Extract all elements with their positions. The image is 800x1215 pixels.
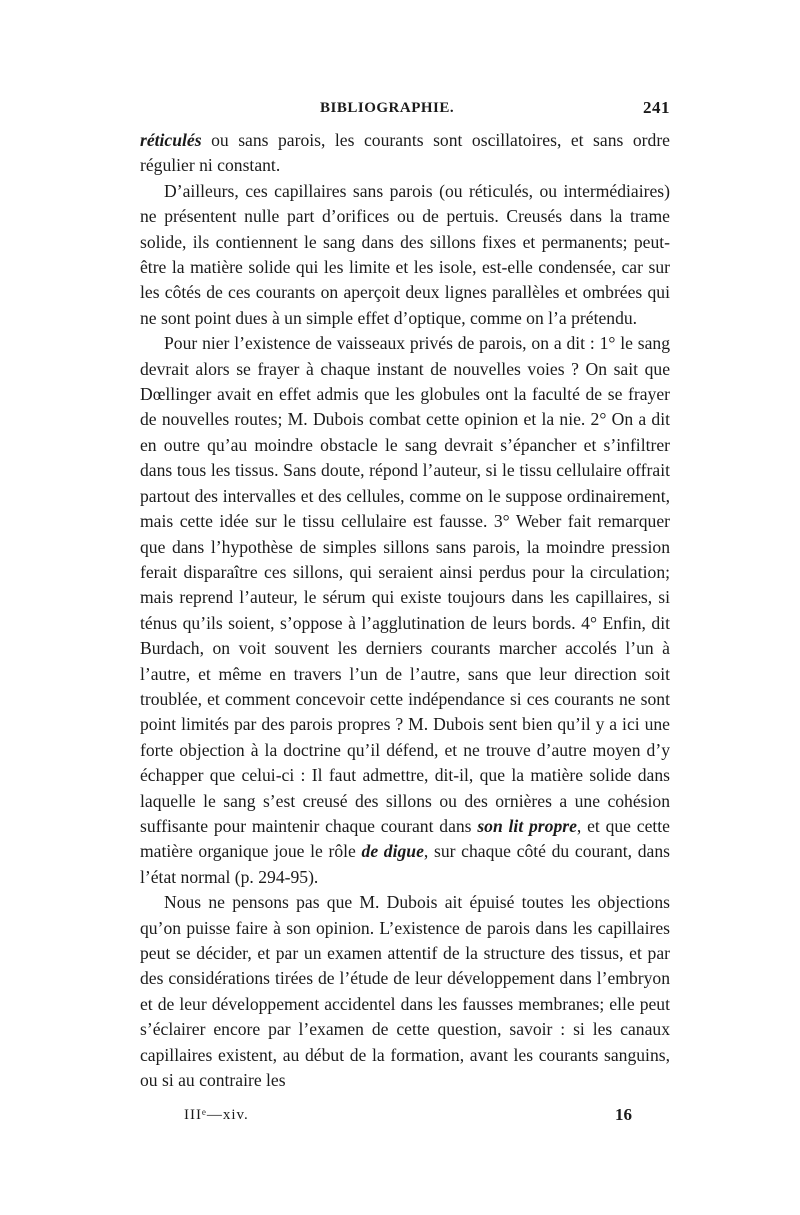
footer xyxy=(140,1099,670,1129)
running-title: BIBLIOGRAPHIE. xyxy=(320,100,455,116)
printer-signature: IIIᵉ—xiv. xyxy=(184,1107,249,1124)
paragraph-2 xyxy=(140,179,670,331)
paragraph-3 xyxy=(140,331,670,890)
paragraph-3-text-2: , et que cette matière organique joue le rôle xyxy=(140,815,670,862)
paragraph-2-text: D’ailleurs, ces capillaires sans parois (ou réticulés, ou intermédiaires) ne présentent nulle part d’orifices ou de pertuis. Creusés dans la trame solide, ils contiennent le sang dans des sillons fixes et permanents; peut-être la matière solide qui les limite et les isole, est-elle condensée, car sur les côtés de ces courants on aperçoit deux lignes parallèles et ombrées qui ne sont point dues à un simple effet d’optique, comme on l’a prétendu. xyxy=(140,180,670,328)
body-text xyxy=(140,128,670,1093)
paragraph-3-text: Pour nier l’existence de vaisseaux privés de parois, on a dit : 1° le sang devrait alors se frayer à chaque instant de nouvelles voies ? On sait que Dœllinger avait en effet admis que les globules ont la faculté de se frayer de nouvelles routes; M. Dubois combat cette opinion et la nie. 2° On a dit en outre qu’au moindre obstacle le sang devrait s’épancher et s’infiltrer dans tous les tissus. Sans doute, répond l’auteur, si le tissu cellulaire offrait partout des intervalles et des cellules, comme on le suppose ordinairement, mais cette idée sur le tissu cellulaire est fausse. 3° Weber fait remarquer que dans l’hypothèse de simples sillons sans parois, la moindre pression ferait disparaître ces sillons, qui seraient ainsi perdus pour la circulation; mais reprend l’auteur, le sérum qui existe toujours dans les capillaires, si ténus qu’ils soient, s’oppose à l’agglutination de leurs bords. 4° Enfin, dit Burdach, on voit souvent les derniers courants marcher accolés l’un à l’autre, et même en travers l’un de l’autre, sans que leur direction soit troublée, et comment concevoir cette indépendance si ces courants ne sont point limités par des parois propres ? M. Dubois sent bien qu’il y a ici une forte objection à la doctrine qu’il défend, et ne trouve d’autre moyen d’y échapper que celui-ci : Il faut admettre, dit-il, que la matière solide dans laquelle le sang s’est creusé des sillons ou des ornières a une cohésion suffisante pour maintenir chaque courant dans xyxy=(140,333,670,836)
book-page xyxy=(140,94,670,1129)
paragraph-4-text: Nous ne pensons pas que M. Dubois ait épuisé toutes les objections qu’on puisse faire à son opinion. L’existence de parois dans les capillaires peut se décider, et par un examen attentif de la structure des tissus, et par des considérations tirées de l’étude de leur développement dans l’embryon et de leur développement accidentel dans les fausses membranes; elle peut s’éclairer encore par l’examen de cette question, savoir : si les canaux capillaires existent, au début de la formation, avant les courants sanguins, ou si au contraire les xyxy=(140,892,670,1091)
page-number: 241 xyxy=(643,98,670,117)
paragraph-3-text-3: , sur chaque côté du courant, dans l’état normal (p. 294-95). xyxy=(140,841,670,887)
paragraph-1 xyxy=(140,128,670,179)
paragraph-3-italic-1: son lit propre xyxy=(477,815,577,836)
paragraph-4 xyxy=(140,890,670,1093)
paragraph-1-text: ou sans parois, les courants sont oscillatoires, et sans ordre régulier ni constant. xyxy=(140,130,670,176)
paragraph-1-lead-italic: réticulés xyxy=(140,130,202,150)
sheet-number: 16 xyxy=(615,1105,632,1125)
running-head xyxy=(140,94,670,124)
paragraph-3-italic-2: de digue xyxy=(361,841,424,862)
